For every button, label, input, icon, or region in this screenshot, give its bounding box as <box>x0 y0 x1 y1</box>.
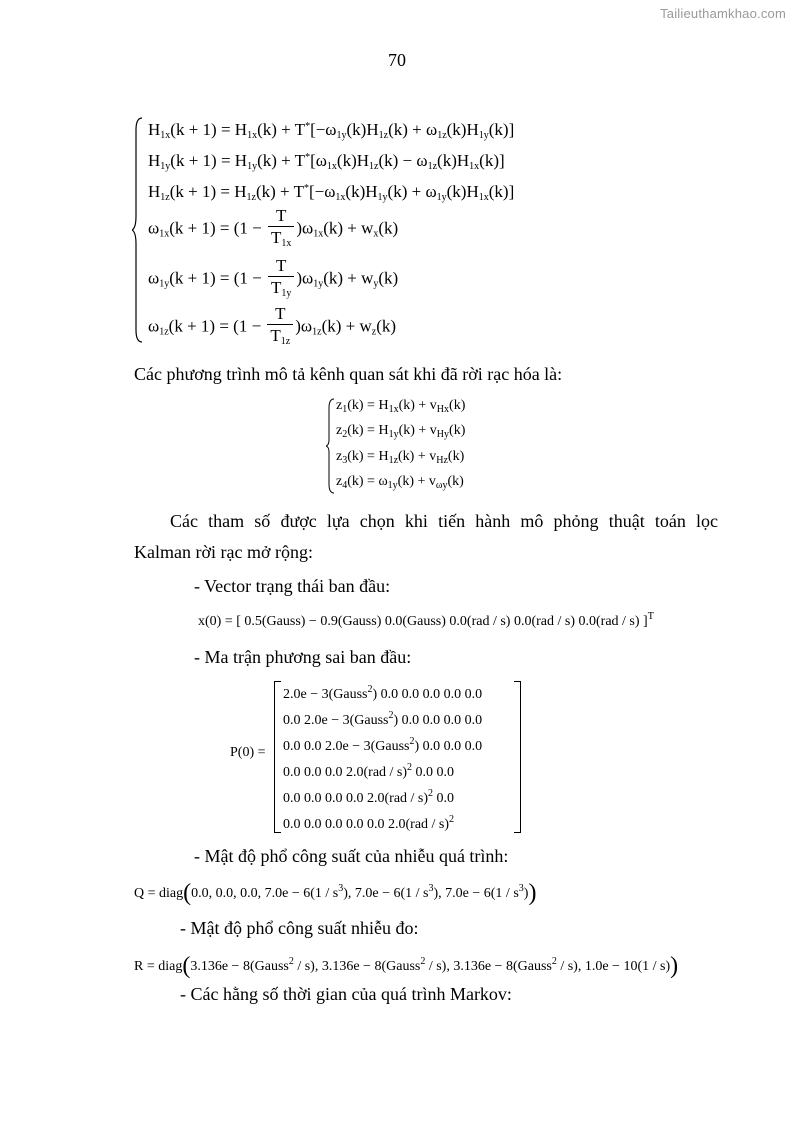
r-equation: R = diag(3.136e − 8(Gauss$^2$ / s), 3.136e − 8(Gauss$^2$ / s), 3.136e − 8(Gauss$^2$ / s), 1.0e − 10(1 / s)) <box>134 953 679 979</box>
q-label: - Mật độ phổ công suất của nhiễu quá trình: <box>194 846 509 866</box>
params-intro-line1: Các tham số được lựa chọn khi tiến hành mô phỏng thuật toán lọc <box>170 511 718 531</box>
matrix-row: 2.0e − 3(Gauss$^2$) 0.0 0.0 0.0 0.0 0.0 <box>283 684 483 702</box>
params-intro-line2: Kalman rời rạc mở rộng: <box>134 542 313 562</box>
state-eq-wx: $\omega_{1x}(k + 1) = (1$ − $\frac{T}{T_{1x}}$ )$\omega_{1x}(k) + w_x(k)$ <box>148 206 398 253</box>
covariance-lhs: P(0) = <box>230 745 266 760</box>
observation-eq-3: $z_3(k) = H_{1z}(k) + v_{Hz}(k)$ <box>336 449 465 466</box>
matrix-row: 0.0 0.0 2.0e − 3(Gauss$^2$) 0.0 0.0 0.0 <box>283 736 483 754</box>
watermark: Tailieuthamkhao.com <box>660 6 786 21</box>
observation-eq-4: $z_4(k) = \omega_{1y}(k) + v_{\omega y}(k)$ <box>336 474 464 491</box>
q-equation: Q = diag(0.0, 0.0, 0.0, $7.0e - 6(1 / s^3)$, $7.0e - 6(1 / s^3)$, $7.0e - 6(1 / s^3)$) <box>134 880 537 906</box>
fraction: $\frac{T}{T_{1z}}$ <box>267 304 293 351</box>
r-label: - Mật độ phổ công suất nhiễu đo: <box>180 918 419 938</box>
state-eq-hx: $H_{1x}(k + 1) = H_{1x}(k) + T^*[-\omega_{1y}(k)H_{1z}(k) + \omega_{1z}(k)H_{1y}(k)]$ <box>148 120 515 141</box>
matrix-row: 0.0 0.0 0.0 0.0 2.0(rad / s)$^2$ 0.0 <box>283 788 455 806</box>
initial-state-eq: x(0) = [ 0.5(Gauss) − 0.9(Gauss) 0.0(Gauss) 0.0(rad / s) 0.0(rad / s) 0.0(rad / s) ]$^T$ <box>198 611 654 629</box>
system-brace <box>132 116 146 344</box>
initial-state-label: - Vector trạng thái ban đầu: <box>194 576 391 596</box>
observation-intro: Các phương trình mô tả kênh quan sát khi đã rời rạc hóa là: <box>134 364 563 384</box>
page-number: 70 <box>388 50 406 70</box>
fraction: $\frac{T}{T_{1x}}$ <box>268 206 294 253</box>
matrix-right-bracket <box>514 681 521 833</box>
matrix-row: 0.0 0.0 0.0 2.0(rad / s)$^2$ 0.0 0.0 <box>283 762 455 780</box>
state-eq-hy: $H_{1y}(k + 1) = H_{1y}(k) + T^*[\omega_{1x}(k)H_{1z}(k) - \omega_{1z}(k)H_{1x}(k)]$ <box>148 151 505 172</box>
observation-eq-2: $z_2(k) = H_{1y}(k) + v_{Hy}(k)$ <box>336 423 466 440</box>
observation-brace <box>326 398 336 494</box>
state-eq-hz: $H_{1z}(k + 1) = H_{1z}(k) + T^*[-\omega_{1x}(k)H_{1y}(k) + \omega_{1y}(k)H_{1x}(k)]$ <box>148 182 515 203</box>
observation-eq-1: $z_1(k) = H_{1x}(k) + v_{Hx}(k)$ <box>336 398 466 415</box>
matrix-row: 0.0 0.0 0.0 0.0 0.0 2.0(rad / s)$^2$ <box>283 814 455 832</box>
state-eq-wy: $\omega_{1y}(k + 1) = (1$ − $\frac{T}{T_{1y}}$ )$\omega_{1y}(k) + w_y(k)$ <box>148 256 398 303</box>
state-eq-wz: $\omega_{1z}(k + 1) = (1$ − $\frac{T}{T_{1z}}$ )$\omega_{1z}(k) + w_z(k)$ <box>148 304 396 351</box>
matrix-left-bracket <box>274 681 281 833</box>
matrix-row: 0.0 2.0e − 3(Gauss$^2$) 0.0 0.0 0.0 0.0 <box>283 710 483 728</box>
fraction: $\frac{T}{T_{1y}}$ <box>268 256 294 303</box>
markov-label: - Các hằng số thời gian của quá trình Markov: <box>180 984 512 1004</box>
covariance-label: - Ma trận phương sai ban đầu: <box>194 647 412 667</box>
